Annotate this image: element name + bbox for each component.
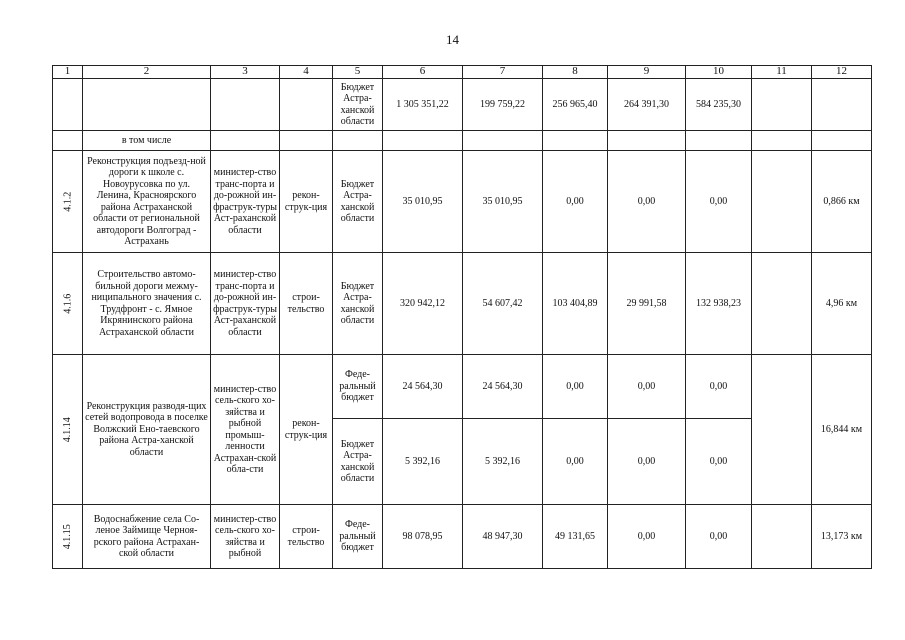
cell: [280, 79, 333, 131]
amount-total: 5 392,16: [383, 419, 463, 505]
object-length: 16,844 км: [812, 355, 872, 505]
cell: [53, 79, 83, 131]
including-label: в том числе: [83, 131, 211, 151]
executor: министер-ство транс-порта и до-рожной ин-фраструк-туры Аст-раханской области: [211, 253, 280, 355]
amount-year-4: 584 235,30: [686, 79, 752, 131]
table-row: [53, 253, 872, 355]
amount-year-3: 0,00: [608, 419, 686, 505]
cell: [752, 505, 812, 569]
object-length: 13,173 км: [812, 505, 872, 569]
item-code: 4.1.14: [53, 355, 83, 505]
cell: [280, 131, 333, 151]
table-row: [53, 131, 872, 151]
amount-year-1: 35 010,95: [463, 151, 543, 253]
col-header: 12: [812, 66, 872, 79]
amount-year-2: 256 965,40: [543, 79, 608, 131]
funding-source: Феде-ральный бюджет: [333, 355, 383, 419]
executor: министер-ство сель-ского хо-зяйства и рыбной: [211, 505, 280, 569]
cell: [608, 131, 686, 151]
amount-year-4: 132 938,23: [686, 253, 752, 355]
table-row: [53, 505, 872, 569]
work-type: строи-тельство: [280, 505, 333, 569]
item-name: Водоснабжение села Со-леное Займище Черноя-рского района Астрахан-ской области: [83, 505, 211, 569]
budget-table: [52, 65, 872, 569]
amount-year-2: 0,00: [543, 355, 608, 419]
cell: [463, 131, 543, 151]
page-number: 14: [446, 32, 459, 47]
cell: [211, 79, 280, 131]
funding-source: Бюджет Астра-ханской области: [333, 79, 383, 131]
object-length: 0,866 км: [812, 151, 872, 253]
item-code: 4.1.6: [53, 253, 83, 355]
col-header: 11: [752, 66, 812, 79]
amount-total: 24 564,30: [383, 355, 463, 419]
cell: [383, 131, 463, 151]
col-header: 6: [383, 66, 463, 79]
cell: [752, 79, 812, 131]
work-type: рекон-струк-ция: [280, 355, 333, 505]
table-row: [53, 355, 872, 419]
amount-year-4: 0,00: [686, 419, 752, 505]
amount-year-3: 264 391,30: [608, 79, 686, 131]
col-header: 1: [53, 66, 83, 79]
funding-source: Бюджет Астра-ханской области: [333, 253, 383, 355]
amount-year-3: 0,00: [608, 151, 686, 253]
cell: [333, 131, 383, 151]
item-name: Реконструкция подъезд-ной дороги к школе с. Новоурусовка по ул. Ленина, Красноярского района Астраханской области от региональной автодороги Волгоград - Астрахань: [83, 151, 211, 253]
cell: [686, 131, 752, 151]
amount-year-1: 199 759,22: [463, 79, 543, 131]
amount-year-4: 0,00: [686, 151, 752, 253]
amount-total: 98 078,95: [383, 505, 463, 569]
col-header: 7: [463, 66, 543, 79]
amount-year-3: 29 991,58: [608, 253, 686, 355]
table-row: [53, 79, 872, 131]
work-type: рекон-струк-ция: [280, 151, 333, 253]
table-row: [53, 151, 872, 253]
col-header: 9: [608, 66, 686, 79]
amount-year-3: 0,00: [608, 355, 686, 419]
col-header: 10: [686, 66, 752, 79]
cell: [752, 131, 812, 151]
cell: [211, 131, 280, 151]
col-header: 2: [83, 66, 211, 79]
col-header: 8: [543, 66, 608, 79]
cell: [752, 355, 812, 505]
col-header: 3: [211, 66, 280, 79]
header-row: [53, 66, 872, 79]
cell: [83, 79, 211, 131]
executor: министер-ство транс-порта и до-рожной ин-фраструк-туры Аст-раханской области: [211, 151, 280, 253]
amount-year-4: 0,00: [686, 505, 752, 569]
cell: [812, 131, 872, 151]
amount-year-1: 48 947,30: [463, 505, 543, 569]
col-header: 4: [280, 66, 333, 79]
object-length: 4,96 км: [812, 253, 872, 355]
cell: [752, 151, 812, 253]
executor: министер-ство сель-ского хо-зяйства и рыбной промыш-ленности Астрахан-ской обла-сти: [211, 355, 280, 505]
amount-total: 320 942,12: [383, 253, 463, 355]
item-code: 4.1.2: [53, 151, 83, 253]
amount-year-2: 0,00: [543, 419, 608, 505]
cell: [543, 131, 608, 151]
item-code: 4.1.15: [53, 505, 83, 569]
amount-total: 35 010,95: [383, 151, 463, 253]
amount-year-1: 5 392,16: [463, 419, 543, 505]
cell: [812, 79, 872, 131]
amount-year-1: 24 564,30: [463, 355, 543, 419]
amount-total: 1 305 351,22: [383, 79, 463, 131]
amount-year-4: 0,00: [686, 355, 752, 419]
col-header: 5: [333, 66, 383, 79]
amount-year-2: 0,00: [543, 151, 608, 253]
amount-year-2: 49 131,65: [543, 505, 608, 569]
funding-source: Бюджет Астра-ханской области: [333, 419, 383, 505]
work-type: строи-тельство: [280, 253, 333, 355]
funding-source: Бюджет Астра-ханской области: [333, 151, 383, 253]
cell: [752, 253, 812, 355]
amount-year-3: 0,00: [608, 505, 686, 569]
cell: [53, 131, 83, 151]
item-name: Строительство автомо-бильной дороги межму-ниципального значения с. Трудфронт - с. Ямное Икрянинского района Астраханской области: [83, 253, 211, 355]
funding-source: Феде-ральный бюджет: [333, 505, 383, 569]
amount-year-2: 103 404,89: [543, 253, 608, 355]
item-name: Реконструкция разводя-щих сетей водопровода в поселке Волжский Ено-таевского района Астра-ханской области: [83, 355, 211, 505]
amount-year-1: 54 607,42: [463, 253, 543, 355]
